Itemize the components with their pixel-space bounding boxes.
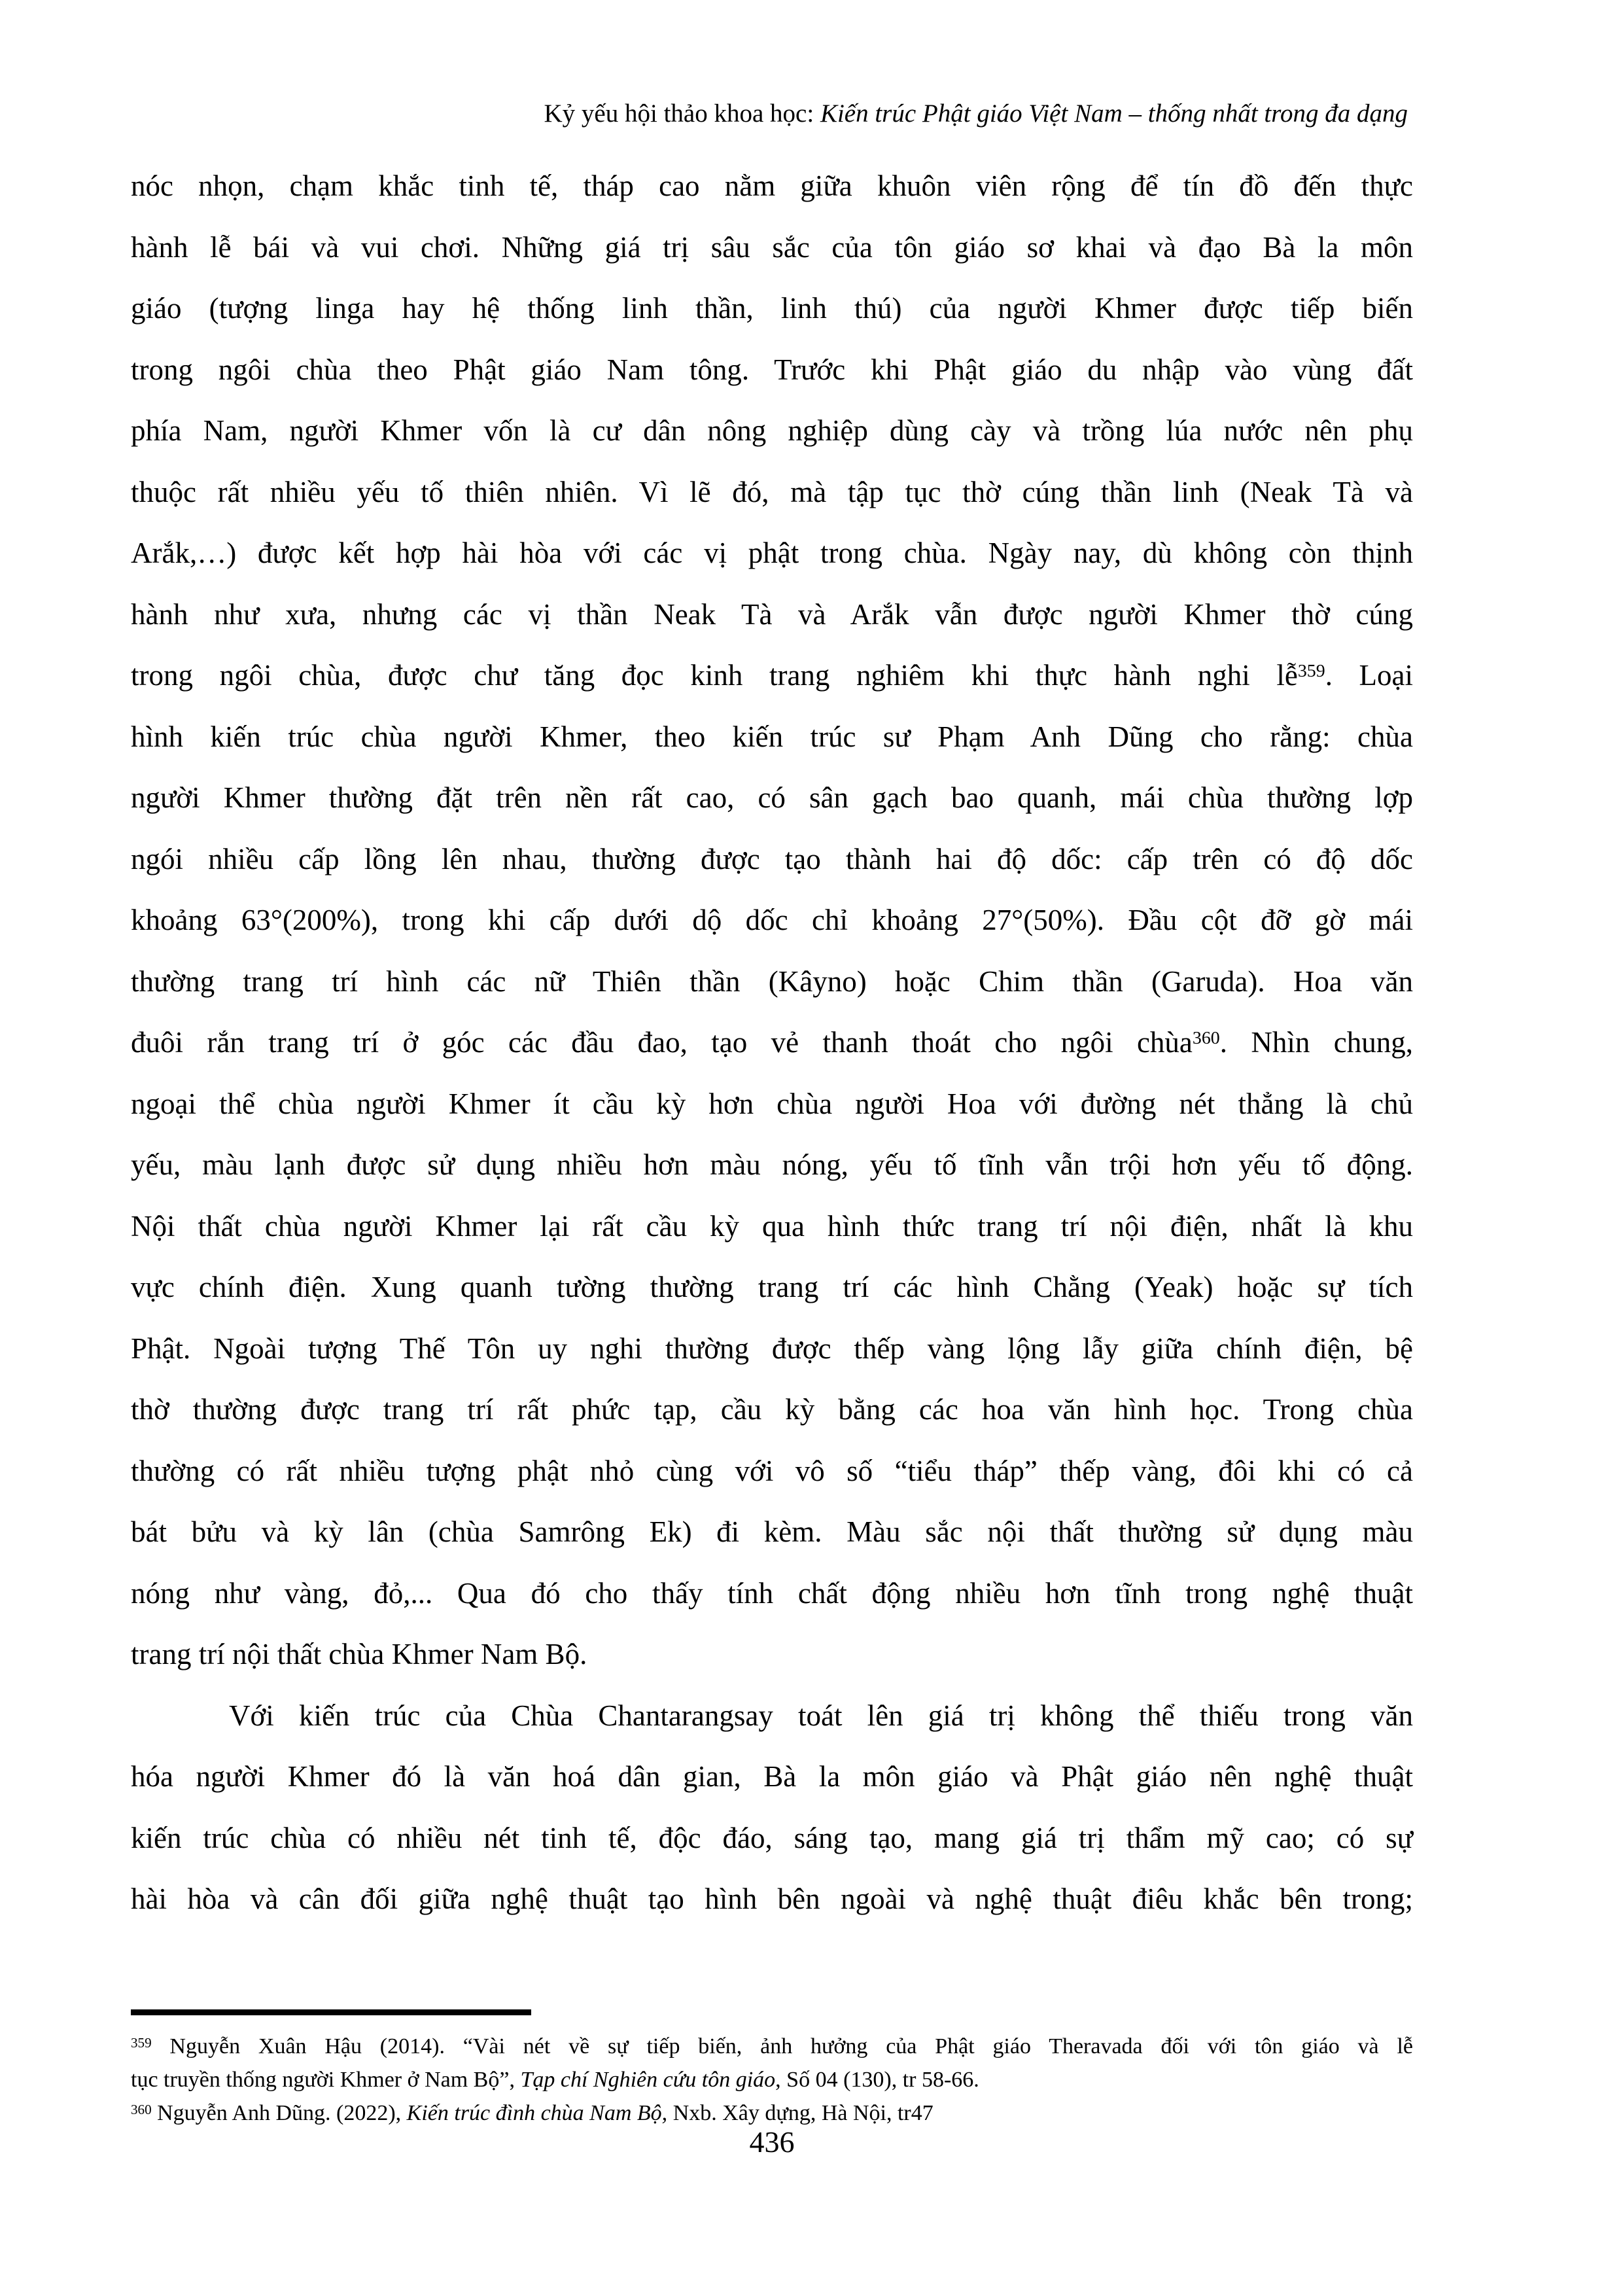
body-line — [131, 1686, 1413, 1747]
text-segment: Nguyễn Xuân Hậu (2014). “Vài nét về sự tiếp biến, ảnh hưởng của Phật giáo Theravada đối với tôn giáo và lễ — [151, 2034, 1413, 2058]
body-line — [131, 1624, 1413, 1686]
footnote-ref-superscript: 360 — [1192, 1028, 1220, 1049]
text-segment: bát bửu và kỳ lân (chùa Samrông Ek) đi kèm. Màu sắc nội thất thường sử dụng màu — [131, 1515, 1413, 1548]
footnote-ref-superscript: 359 — [131, 2034, 152, 2051]
text-segment: hình kiến trúc chùa người Khmer, theo kiến trúc sư Phạm Anh Dũng cho rằng: chùa — [131, 720, 1413, 753]
running-head — [131, 98, 1408, 130]
body-line — [131, 523, 1413, 584]
body-line — [131, 1257, 1413, 1318]
text-segment: người Khmer thường đặt trên nền rất cao, có sân gạch bao quanh, mái chùa thường lợp — [131, 781, 1413, 814]
text-segment: Phật. Ngoài tượng Thế Tôn uy nghi thường được thếp vàng lộng lẫy giữa chính điện, bệ — [131, 1332, 1413, 1365]
text-segment: Kiến trúc đình chùa Nam Bộ, — [406, 2101, 668, 2125]
text-segment: hành như xưa, nhưng các vị thần Neak Tà và Arắk vẫn được người Khmer thờ cúng — [131, 597, 1413, 631]
body-line — [131, 217, 1413, 279]
body-line — [131, 645, 1413, 707]
text-segment: khoảng 63°(200%), trong khi cấp dưới dộ dốc chỉ khoảng 27°(50%). Đầu cột đỡ gờ mái — [131, 904, 1413, 936]
body-line — [131, 1318, 1413, 1380]
footnote-line — [131, 2030, 1413, 2063]
body-line — [131, 462, 1413, 523]
text-segment: hài hòa và cân đối giữa nghệ thuật tạo hình bên ngoài và nghệ thuật điêu khắc bên trong; — [131, 1882, 1413, 1915]
text-segment: Với kiến trúc của Chùa Chantarangsay toát lên giá trị không thể thiếu trong văn — [229, 1699, 1413, 1732]
text-segment: Arắk,…) được kết hợp hài hòa với các vị phật trong chùa. Ngày nay, dù không còn thịnh — [131, 537, 1413, 569]
body-line — [131, 890, 1413, 951]
body-line — [131, 1502, 1413, 1563]
body-line — [131, 768, 1413, 829]
text-segment: thuộc rất nhiều yếu tố thiên nhiên. Vì lẽ đó, mà tập tục thờ cúng thần linh (Neak Tà và — [131, 475, 1413, 508]
text-segment: vực chính điện. Xung quanh tường thường trang trí các hình Chằng (Yeak) hoặc sự tích — [131, 1271, 1413, 1303]
text-segment: hành lễ bái và vui chơi. Những giá trị sâu sắc của tôn giáo sơ khai và đạo Bà la môn — [131, 230, 1413, 264]
text-segment: . Loại — [1325, 659, 1414, 692]
text-segment: tục truyền thống người Khmer ở Nam Bộ”, — [131, 2068, 521, 2092]
body-line — [131, 1808, 1413, 1869]
text-segment: nóc nhọn, chạm khắc tinh tế, tháp cao nằm giữa khuôn viên rộng để tín đồ đến thực — [131, 169, 1413, 202]
text-segment: kiến trúc chùa có nhiều nét tinh tế, độc đáo, sáng tạo, mang giá trị thẩm mỹ cao; có sự — [131, 1821, 1413, 1854]
text-segment: . Nhìn chung, — [1219, 1026, 1413, 1059]
footnote-ref-superscript: 360 — [131, 2101, 152, 2117]
body-line — [131, 1441, 1413, 1502]
page-number: 436 — [749, 2125, 795, 2159]
footnotes — [131, 2030, 1413, 2130]
text-segment: trong ngôi chùa theo Phật giáo Nam tông. Trước khi Phật giáo du nhập vào vùng đất — [131, 353, 1413, 386]
text-segment: thường có rất nhiều tượng phật nhỏ cùng với vô số “tiểu tháp” thếp vàng, đôi khi có cả — [131, 1454, 1413, 1487]
running-head-title: Kiến trúc Phật giáo Việt Nam – thống nhất trong đa dạng — [820, 99, 1408, 128]
body-line — [131, 400, 1413, 462]
text-segment: Tạp chí Nghiên cứu tôn giáo — [520, 2068, 776, 2092]
body-line — [131, 156, 1413, 217]
body-line — [131, 1196, 1413, 1258]
footnote-separator — [131, 2009, 531, 2015]
body-line — [131, 1012, 1413, 1074]
body-line — [131, 1563, 1413, 1625]
body-line — [131, 829, 1413, 891]
body-line — [131, 951, 1413, 1013]
body-text — [131, 156, 1413, 1930]
body-line — [131, 340, 1413, 401]
text-segment: trang trí nội thất chùa Khmer Nam Bộ. — [131, 1638, 587, 1670]
text-segment: yếu, màu lạnh được sử dụng nhiều hơn màu nóng, yếu tố tĩnh vẫn trội hơn yếu tố động. — [131, 1148, 1413, 1181]
text-segment: hóa người Khmer đó là văn hoá dân gian, Bà la môn giáo và Phật giáo nên nghệ thuật — [131, 1760, 1413, 1793]
body-line — [131, 1869, 1413, 1930]
text-segment: đuôi rắn trang trí ở góc các đầu đao, tạo vẻ thanh thoát cho ngôi chùa — [131, 1026, 1193, 1059]
text-segment: thờ thường được trang trí rất phức tạp, cầu kỳ bằng các hoa văn hình học. Trong chùa — [131, 1393, 1413, 1426]
text-segment: ngoại thể chùa người Khmer ít cầu kỳ hơn chùa người Hoa với đường nét thẳng là chủ — [131, 1087, 1413, 1120]
body-line — [131, 1135, 1413, 1196]
body-line — [131, 584, 1413, 646]
body-line — [131, 1746, 1413, 1808]
body-line — [131, 1379, 1413, 1441]
text-segment: nóng như vàng, đỏ,... Qua đó cho thấy tính chất động nhiều hơn tĩnh trong nghệ thuật — [131, 1576, 1413, 1610]
text-segment: Nxb. Xây dựng, Hà Nội, tr47 — [667, 2101, 934, 2125]
text-segment: , Số 04 (130), tr 58-66. — [775, 2068, 979, 2092]
running-head-prefix: Kỷ yếu hội thảo khoa học: — [544, 99, 820, 128]
body-line — [131, 278, 1413, 340]
text-segment: phía Nam, người Khmer vốn là cư dân nông nghiệp dùng cày và trồng lúa nước nên phụ — [131, 414, 1413, 447]
body-line — [131, 1074, 1413, 1135]
footnote-ref-superscript: 359 — [1297, 661, 1325, 682]
text-segment: ngói nhiều cấp lồng lên nhau, thường được tạo thành hai độ dốc: cấp trên có độ dốc — [131, 842, 1413, 875]
body-line — [131, 707, 1413, 768]
text-segment: Nguyễn Anh Dũng. (2022), — [151, 2101, 407, 2125]
footnote-line — [131, 2063, 1413, 2096]
text-segment: thường trang trí hình các nữ Thiên thần (Kâyno) hoặc Chim thần (Garuda). Hoa văn — [131, 964, 1413, 998]
text-segment: Nội thất chùa người Khmer lại rất cầu kỳ qua hình thức trang trí nội điện, nhất là khu — [131, 1209, 1413, 1243]
text-segment: trong ngôi chùa, được chư tăng đọc kinh trang nghiêm khi thực hành nghi lễ — [131, 659, 1298, 692]
text-segment: giáo (tượng linga hay hệ thống linh thần, linh thú) của người Khmer được tiếp biến — [131, 292, 1413, 325]
